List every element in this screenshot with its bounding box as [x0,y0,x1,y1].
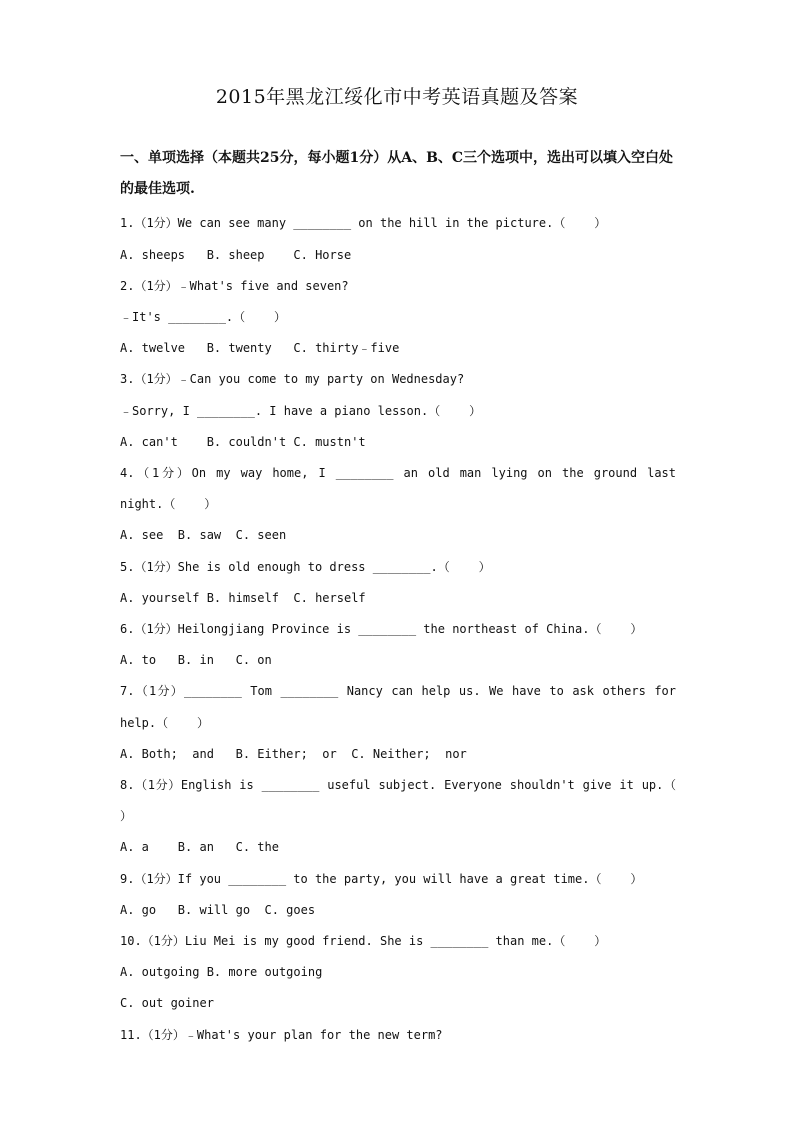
question-1-stem: 1.（1分）We can see many ________ on the hill in the picture.（ ） [120,216,607,230]
question-5-options: A. yourself B. himself C. herself [120,591,366,605]
question-2-stem: 2.（1分）﹣What's five and seven? [120,279,349,293]
question-4-stem: 4.（1分）On my way home, I ________ an old man lying on the ground last [120,466,676,480]
question-4-stem-cont: night.（ ） [120,497,217,511]
question-10-stem: 10.（1分）Liu Mei is my good friend. She is ________ than me.（ ） [120,934,607,948]
question-4-options: A. see B. saw C. seen [120,528,287,542]
question-10-options: A. outgoing B. more outgoing [120,965,323,979]
question-11-stem: 11.（1分）﹣What's your plan for the new term? [120,1028,443,1042]
question-8-options: A. a B. an C. the [120,840,279,854]
question-8-stem: 8.（1分）English is ________ useful subject. Everyone shouldn't give it up.（ [120,778,676,792]
question-2-stem-cont: ﹣It's ________.（ ） [120,310,287,324]
question-6-stem: 6.（1分）Heilongjiang Province is ________ the northeast of China.（ ） [120,622,643,636]
question-3-stem-cont: ﹣Sorry, I ________. I have a piano lesson.（ ） [120,404,482,418]
question-3-stem: 3.（1分）﹣Can you come to my party on Wednesday? [120,372,465,386]
question-7-stem: 7.（1分）________ Tom ________ Nancy can help us. We have to ask others for [120,684,676,698]
question-7-stem-cont: help.（ ） [120,716,210,730]
question-9-options: A. go B. will go C. goes [120,903,316,917]
question-6-options: A. to B. in C. on [120,653,272,667]
question-1-options: A. sheeps B. sheep C. Horse [120,248,352,262]
section-heading-line-2: 的最佳选项. [120,181,195,197]
question-10-options-cont: C. out goiner [120,996,214,1010]
question-3-options: A. can't B. couldn't C. mustn't [120,435,366,449]
question-8-stem-cont: ） [120,809,133,823]
question-9-stem: 9.（1分）If you ________ to the party, you will have a great time.（ ） [120,872,643,886]
page-title: 2015年黑龙江绥化市中考英语真题及答案 [215,86,579,108]
question-5-stem: 5.（1分）She is old enough to dress ________.（ ） [120,560,491,574]
question-7-options: A. Both; and B. Either; or C. Neither; nor [120,747,467,761]
question-2-options: A. twelve B. twenty C. thirty﹣five [120,341,400,355]
section-heading-line-1: 一、单项选择（本题共25分，每小题1分）从A、B、C三个选项中，选出可以填入空白处 [120,150,674,166]
